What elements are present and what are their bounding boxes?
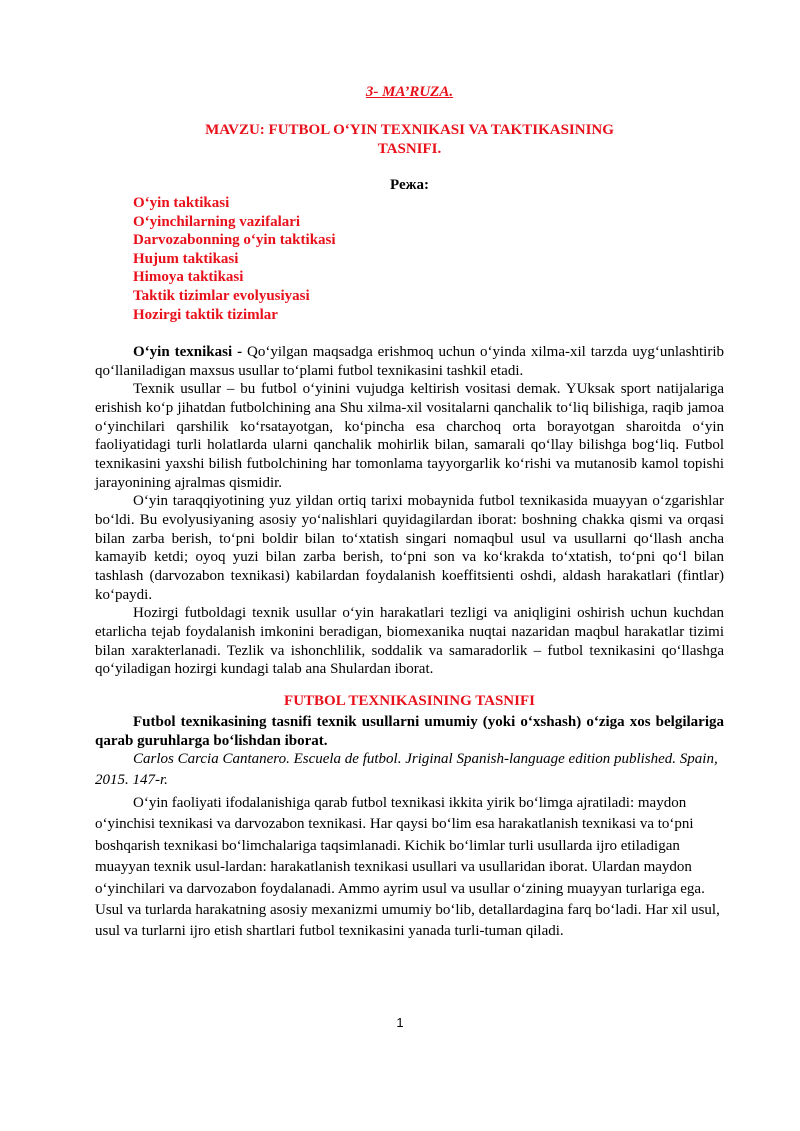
topic-title-line1: MAVZU: FUTBOL O‘YIN TEXNIKASI VA TAKTIKASINING [205, 122, 614, 138]
intro-lead-text: Qo‘yilgan maqsadga erishmoq uchun o‘yinda xilma-xil tarzda uyg‘unlashtirib qo‘llaniladigan maxsus usullar to‘plami futbol texnikasini tashkil etadi. [95, 344, 724, 379]
intro-paragraph: Hozirgi futboldagi texnik usullar o‘yin harakatlari tezligi va aniqligini oshirish uchun kuchdan etarlicha tejab foydalanish imkonini beradigan, biomexanika nuqtai nazaridan maqbul harakatlar tizimi bilan xarakterlanadi. Tezlik va ishonchlilik, soddalik va samaradorlik – futbol texnikasini qo‘llashga qo‘yiladigan hozirgi kundagi talab ana Shulardan iborat. [95, 605, 724, 678]
lecture-number: 3- MA’RUZA. [365, 84, 454, 100]
plan-item: O‘yin taktikasi [133, 195, 230, 211]
intro-paragraph: Texnik usullar – bu futbol o‘yinini vujudga keltirish vositasi demak. YUksak sport natijalariga erishish ko‘p jihatdan futbolchining ana Shu xilma-xil vositalarni qanchalik to‘liq bilishiga, raqib jamoa o‘yinchilari qarshilik ko‘rsatayotgan, ko‘pincha esa charchoq orta borayotgan sharoitda o‘yin faoliyatidagi turli holatlarda ularni qanchalik mohirlik bilan, samarali qo‘llay bilishga bog‘liq. Futbol texnikasini yaxshi bilish futbolchining har tomonlama tayyorgarlik ko‘rishi va mutanosib kamol topishi jarayonining ajralmas qismidir. [95, 381, 724, 491]
plan-item: Himoya taktikasi [133, 269, 244, 286]
section-paragraph: O‘yin faoliyati ifodalanishiga qarab futbol texnikasi ikkita yirik bo‘limga ajratiladi: maydon o‘yinchisi texnikasi va darvozabon texnikasi. Har qaysi bo‘lim esa harakatlanish texnikasi va to‘pni boshqarish texnikasi bo‘limchalariga taqsimlanadi. Kichik bo‘limlar turli usullarda ijro etiladigan muayyan texnik usul-lardan: harakatlanish texnikasi usullari va usullaridan iborat. Ulardan maydon o‘yinchilari va darvozabon foydalanadi. Ammo ayrim usul va usullar o‘zining muayyan turlariga ega. Usul va turlarda harakatning asosiy mexanizmi umumiy bo‘lib, detallardagina farq bo‘ladi. Har xil usul, usul va turlarni ijro etish shartlari futbol texnikasini yanada turli-tuman qiladi. [95, 795, 720, 940]
plan-item: Taktik tizimlar evolyusiyasi [133, 287, 310, 304]
plan-item: Darvozabonning o‘yin taktikasi [133, 232, 336, 249]
intro-text [95, 343, 724, 679]
definition-paragraph: Futbol texnikasining tasnifi texnik usullarni umumiy (yoki o‘xshash) o‘ziga xos belgilariga qarab guruhlarga bo‘lishdan iborat. [95, 714, 724, 749]
intro-lead-term: O‘yin texnikasi - [133, 344, 243, 360]
plan-list [133, 194, 336, 324]
section-text [95, 793, 724, 943]
plan-item: Hujum taktikasi [133, 250, 239, 267]
classification-definition [95, 713, 724, 751]
plan-item: Hozirgi taktik tizimlar [133, 306, 278, 323]
section-title: FUTBOL TEXNIKASINING TASNIFI [284, 693, 535, 709]
page-number: 1 [396, 1015, 404, 1030]
intro-paragraph: O‘yin taraqqiyotining yuz yildan ortiq tarixi mobaynida futbol texnikasida muayyan o‘zgarishlar bo‘ldi. Bu evolyusiyaning asosiy yo‘nalishlari quyidagilardan iborat: boshning chakka qismi va orqasi bilan zarba berish, to‘pni boldir bilan to‘xtatish singari nomaqbul usul va usullarni qo‘llash ancha kamayib ketdi; oyoq yuzi bilan zarba berish, to‘pni son va ko‘krakda to‘xtatish, to‘pni qo‘l bilan tashlash (darvozabon texnikasi) kabilardan foydalanish koeffitsienti oshdi, aldash harakatlari (fintlar) ko‘paydi. [95, 493, 724, 603]
plan-item: O‘yinchilarning vazifalari [133, 213, 301, 230]
plan-heading: Режа: [390, 177, 429, 193]
topic-title-line2: TASNIFI. [377, 141, 442, 157]
citation-text: Carlos Carcia Cantanero. Escuela de futbol. Jriginal Spanish-language edition published. Spain, 2015. 147-r. [95, 751, 718, 788]
topic-title [95, 121, 724, 159]
intro-paragraph [95, 343, 724, 380]
citation [95, 749, 724, 791]
